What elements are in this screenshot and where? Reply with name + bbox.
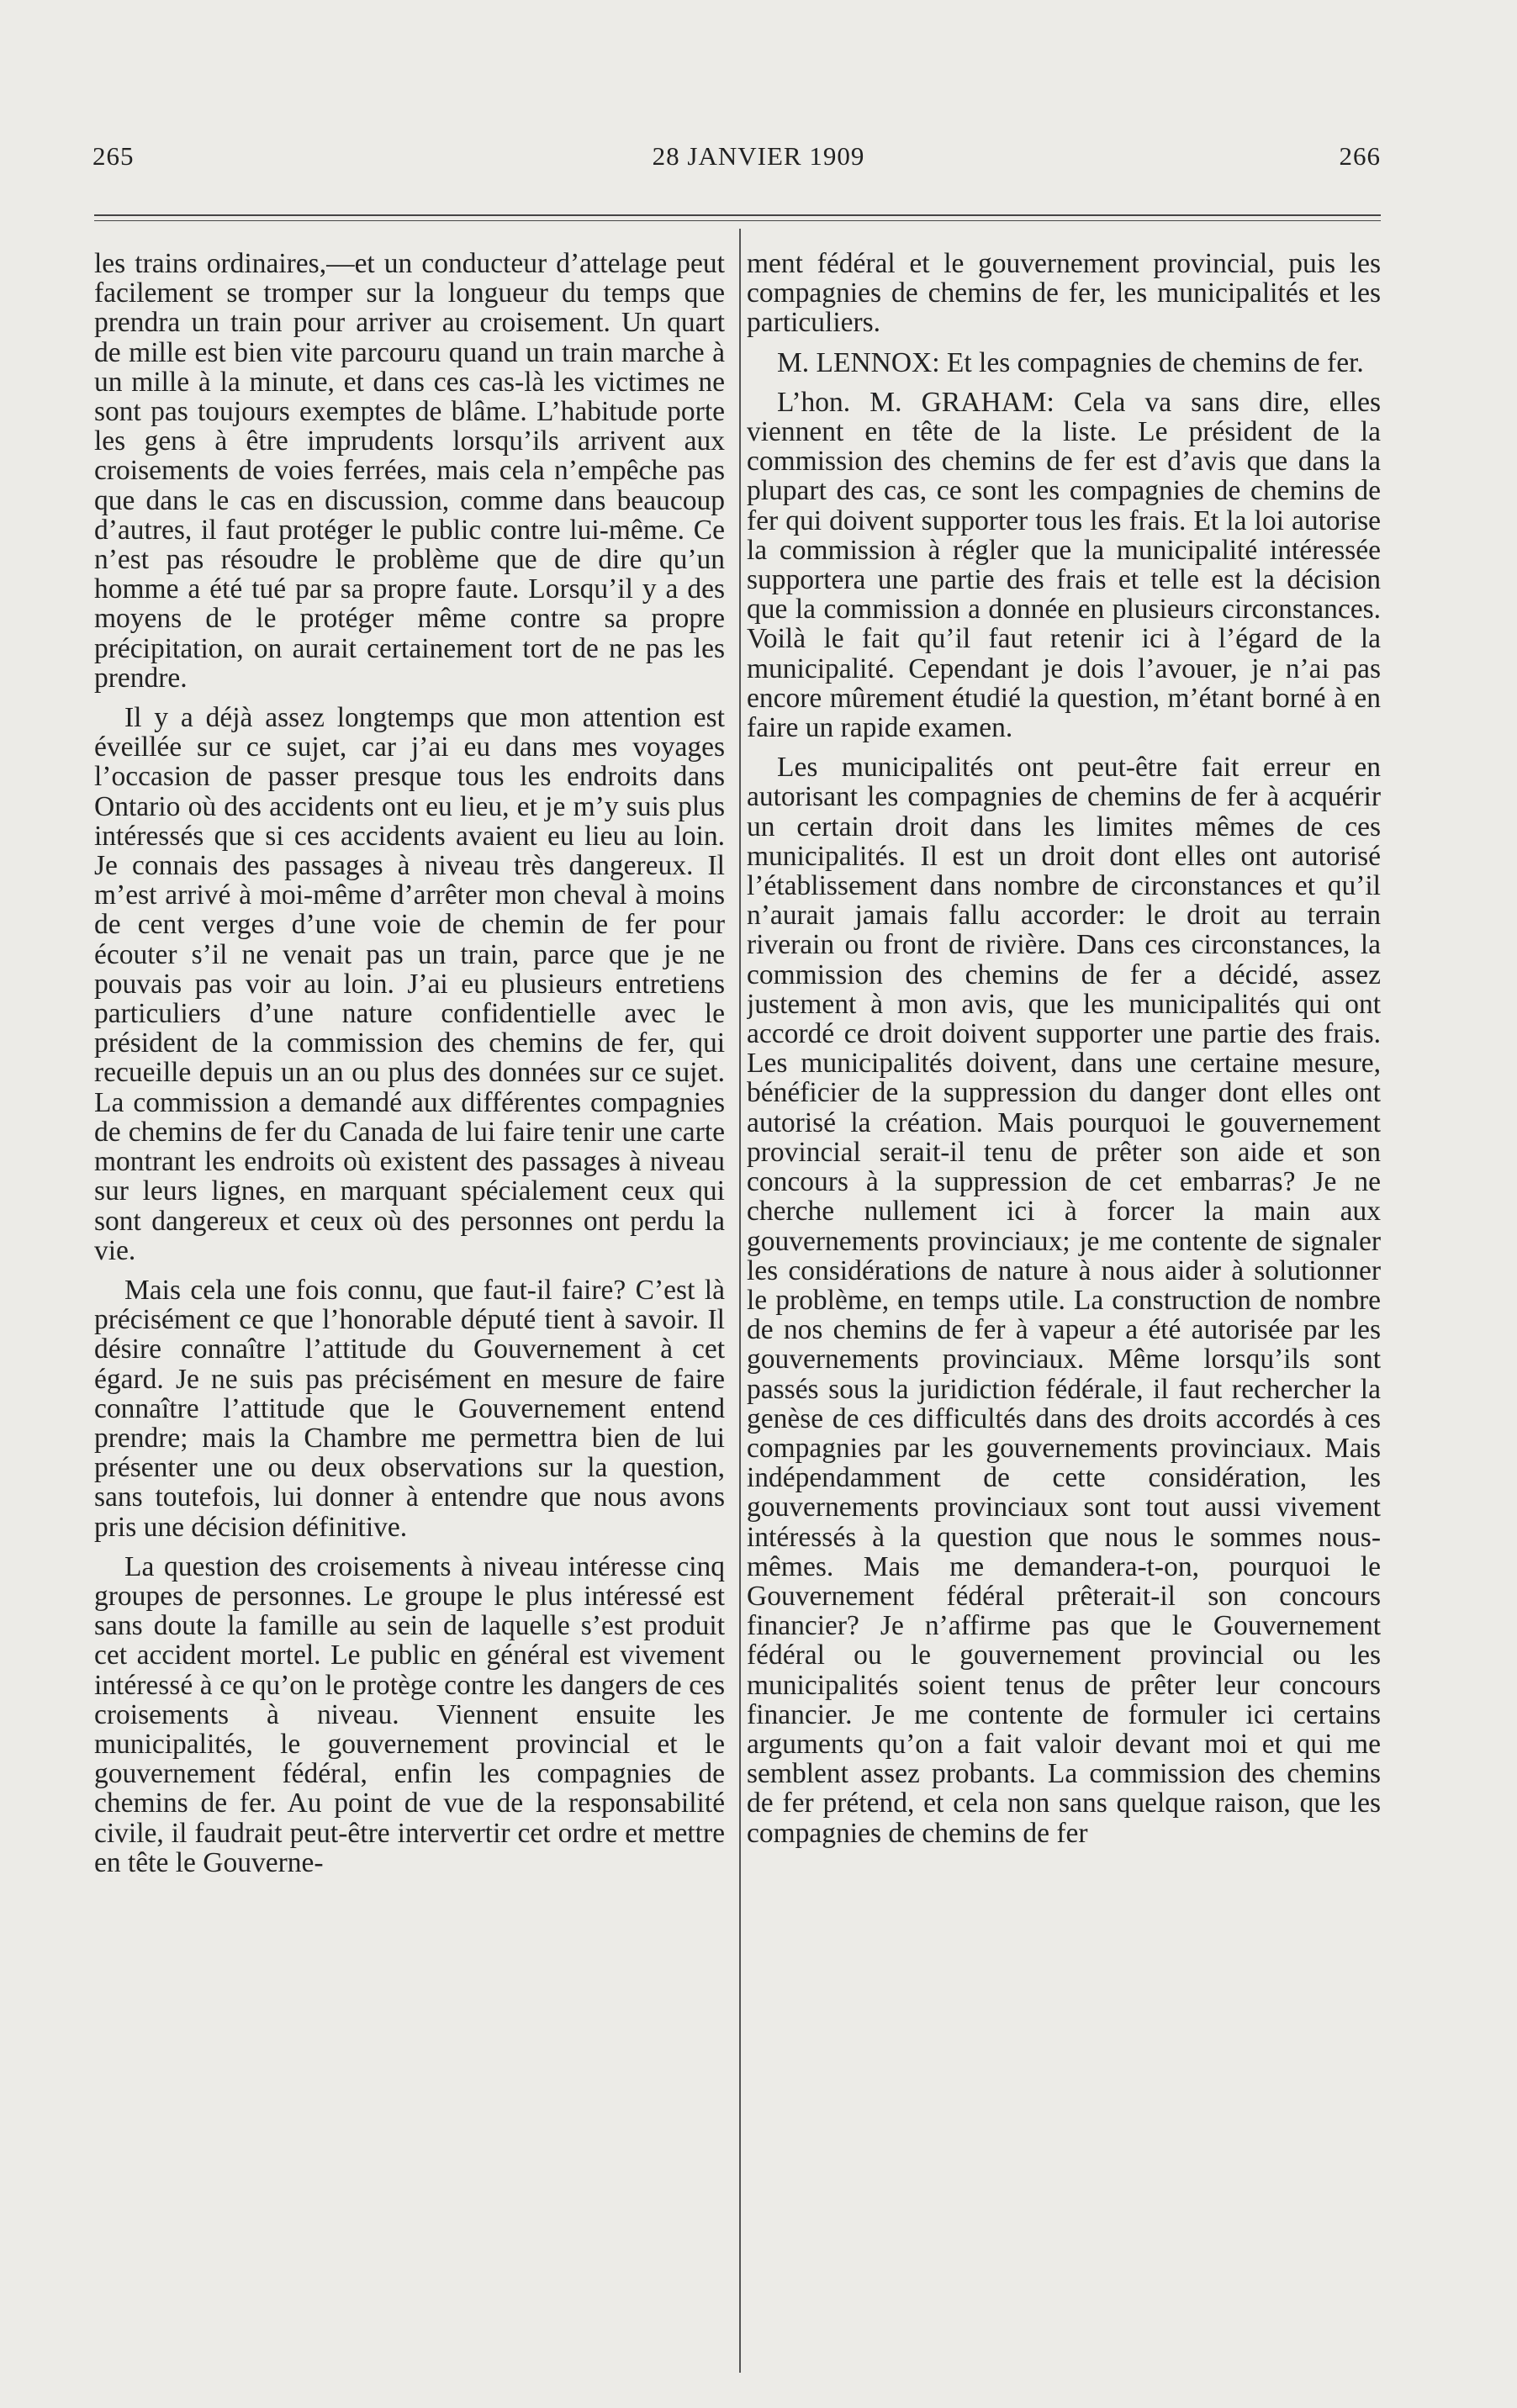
page-number-right: 266 [1339,141,1381,171]
left-column [94,249,725,2376]
right-paragraph-4: Les municipalités ont peut-être fait erreur en autorisant les compagnies de chemins de fer à acquérir un certain droit dans les limites mêmes de ces municipalités. Il est un droit dont elles ont autorisé l’établissement dans nombre de circonstances et qu’il n’aurait jamais fallu accorder: le droit au terrain riverain ou front de rivière. Dans ces circonstances, la commission des chemins de fer a décidé, assez justement à mon avis, que les municipalités qui ont accordé ce droit doivent supporter une partie des frais. Les municipalités doivent, dans une certaine mesure, bénéficier de la suppression du danger dont elles ont autorisé la création. Mais pourquoi le gouvernement provincial serait-il tenu de prêter son aide et son concours à la suppression de cet embarras? Je ne cherche nullement ici à forcer la main aux gouvernements provinciaux; je me contente de signaler les considérations de nature à nous aider à solutionner le problème, en temps utile. La construction de nombre de nos chemins de fer à vapeur a été autorisée par les gouvernements provinciaux. Même lorsqu’ils sont passés sous la juridiction fédérale, il faut rechercher la genèse de ces difficultés dans des droits accordés à ces compagnies par les gouvernements provinciaux. Mais indépendamment de cette considération, les gouvernements provinciaux sont tout aussi vivement intéressés à la question que nous le sommes nous-mêmes. Mais me demandera-t-on, pourquoi le Gouvernement fédéral prêterait-il son concours financier? Je n’affirme pas que le Gouvernement fédéral ou le gouvernement provincial ou les municipalités soient tenus de prêter leur concours financier. Je me contente de formuler ici certains arguments qu’on a fait valoir devant moi et qui me semblent assez probants. La commission des chemins de fer prétend, et cela non sans quelque raison, que les compagnies de chemins de fer [747,752,1381,1849]
left-paragraph-1: les trains ordinaires,—et un conducteur d’attelage peut facilement se tromper sur la longueur du temps que prendra un train pour arriver au croisement. Un quart de mille est bien vite parcouru quand un train marche à un mille à la minute, et dans ces cas-là les victimes ne sont pas toujours exemptes de blâme. L’habitude porte les gens à être imprudents lorsqu’ils arrivent aux croisements de voies ferrées, mais cela n’empêche pas que dans le cas en discussion, comme dans beaucoup d’autres, il faut protéger le public contre lui-même. Ce n’est pas résoudre le problème que de dire qu’un homme a été tué par sa propre faute. Lorsqu’il y a des moyens de le protéger même contre sa propre précipitation, on aurait certainement tort de ne pas les prendre. [94,249,725,694]
header-rule-top [94,214,1381,216]
left-paragraph-3: Mais cela une fois connu, que faut-il faire? C’est là précisément ce que l’honorable député tient à savoir. Il désire connaître l’attitude du Gouvernement à cet égard. Je ne suis pas précisément en mesure de faire connaître l’attitude que le Gouvernement entend prendre; mais la Chambre me permettra bien de lui présenter une ou deux observations sur la question, sans toutefois, lui donner à entendre que nous avons pris une décision définitive. [94,1274,725,1543]
left-paragraph-2: Il y a déjà assez longtemps que mon attention est éveillée sur ce sujet, car j’ai eu dans mes voyages l’occasion de passer presque tous les endroits dans Ontario où des accidents ont eu lieu, et je m’y suis plus intéressés que si ces accidents avaient eu lieu au loin. Je connais des passages à niveau très dangereux. Il m’est arrivé à moi-même d’arrêter mon cheval à moins de cent verges d’une voie de chemin de fer pour écouter s’il ne venait pas un train, parce que je ne pouvais pas voir au loin. J’ai eu plusieurs entretiens particuliers d’une nature confidentielle avec le président de la commission des chemins de fer, qui recueille depuis un an ou plus des données sur ce sujet. La commission a demandé aux différentes compagnies de chemins de fer du Canada de lui faire tenir une carte montrant les endroits où existent des passages à niveau sur leurs lignes, en marquant spécialement ceux qui sont dangereux et ceux où des personnes ont perdu la vie. [94,702,725,1266]
right-paragraph-2: M. LENNOX: Et les compagnies de chemins de fer. [777,346,1364,378]
page-date-header: 28 JANVIER 1909 [652,141,865,171]
right-paragraph-3: L’hon. M. GRAHAM: Cela va sans dire, elles viennent en tête de la liste. Le président de la commission des chemins de fer est d’avis que dans la plupart des cas, ce sont les compagnies de chemins de fer qui doivent supporter tous les frais. Et la loi autorise la commission à régler que la municipalité intéressée supportera une partie des frais et telle est la décision que la commission a donnée en plusieurs circonstances. Voilà le fait qu’il faut retenir ici à l’égard de la municipalité. Cependant je dois l’avouer, je n’ai pas encore mûrement étudié la question, m’étant borné à en faire un rapide examen. [747,386,1381,744]
left-paragraph-4: La question des croisements à niveau intéresse cinq groupes de personnes. Le groupe le plus intéressé est sans doute la famille au sein de laquelle s’est produit cet accident mortel. Le public en général est vivement intéressé à ce qu’on le protège contre les dangers de ces croisements à niveau. Viennent ensuite les municipalités, le gouvernement provincial et le gouvernement fédéral, enfin les compagnies de chemins de fer. Au point de vue de la responsabilité civile, il faudrait peut-être intervertir cet ordre et mettre en tête le Gouverne- [94,1550,725,1878]
column-separator [739,229,741,2373]
page-number-left: 265 [92,141,135,171]
header-rule-bottom [94,220,1381,221]
right-column [747,249,1381,2376]
right-paragraph-1: ment fédéral et le gouvernement provincial, puis les compagnies de chemins de fer, les municipalités et les particuliers. [747,249,1381,339]
